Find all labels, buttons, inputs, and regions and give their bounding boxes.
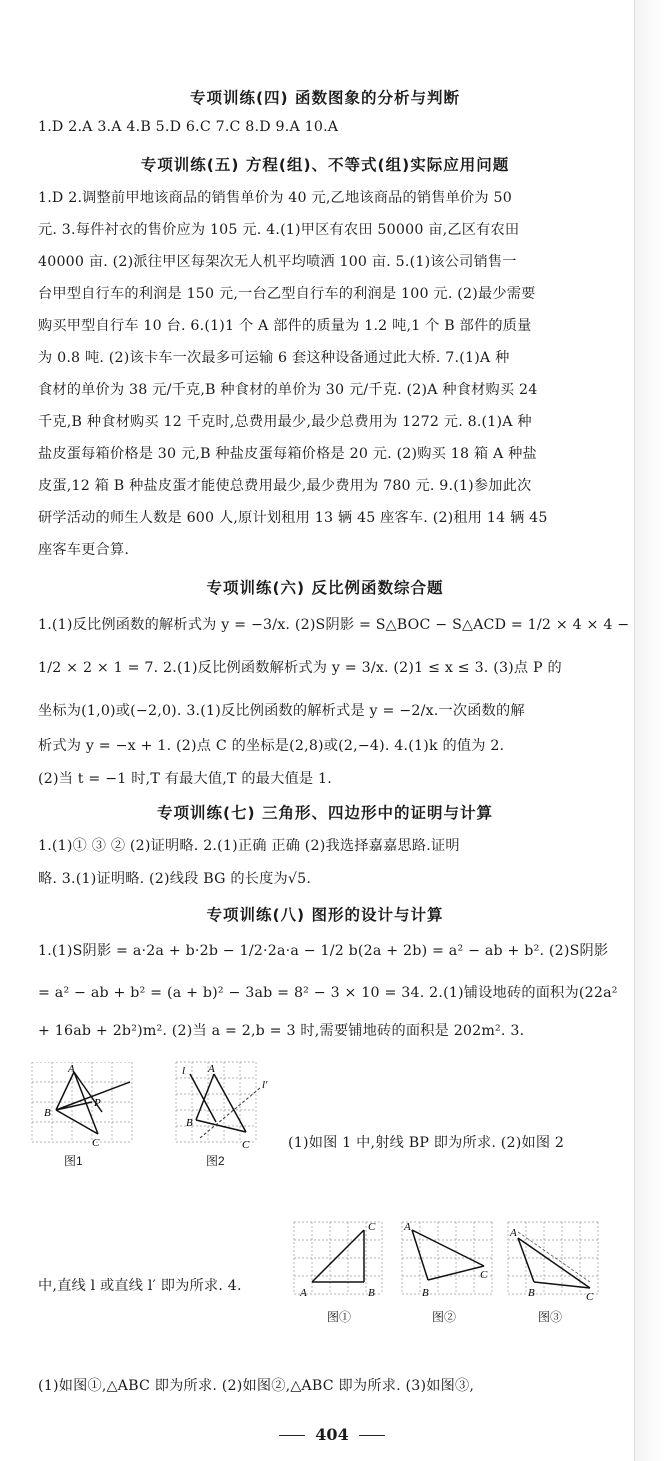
fig2-label-l-prime: l′ (262, 1079, 268, 1091)
fig1-label-p: P (94, 1097, 101, 1109)
answer-line: + 16ab + 2b²)m². (2)当 a = 2,b = 3 时,需要铺地砖的面积是 202m². 3. (38, 1023, 525, 1039)
answer-line: 1.(1)反比例函数的解析式为 y = −3/x. (2)S阴影 = S△BOC − S△ACD = 1/2 × 4 × 4 − (38, 617, 630, 633)
fig1-label-b: B (44, 1107, 51, 1119)
figure-2-diagram (172, 1060, 276, 1152)
section-title-6: 专项训练(六) 反比例函数综合题 (206, 579, 444, 597)
answer-line: 皮蛋,12 箱 B 种盐皮蛋才能使总费用最少,最少费用为 780 元. 9.(1)参加此次 (38, 478, 532, 494)
answer-line: 食材的单价为 38 元/千克,B 种食材的单价为 30 元/千克. (2)A 种食材购买 24 (38, 382, 538, 398)
fig-a-label-b: B (368, 1287, 375, 1299)
answer-line: 中,直线 l 或直线 l′ 即为所求. 4. (38, 1278, 242, 1294)
answer-line: 千克,B 种食材购买 12 千克时,总费用最少,最少总费用为 1272 元. 8.(1)A 种 (38, 414, 532, 430)
adjacent-page-edge (634, 0, 664, 1461)
fig2-label-b: B (186, 1117, 193, 1129)
section-title-7: 专项训练(七) 三角形、四边形中的证明与计算 (156, 804, 494, 822)
section-title-5: 专项训练(五) 方程(组)、不等式(组)实际应用问题 (140, 156, 510, 174)
answer-line: 1.D 2.A 3.A 4.B 5.D 6.C 7.C 8.D 9.A 10.A (38, 119, 339, 135)
fig2-label-a: A (208, 1063, 215, 1075)
fig-c-label-c: C (586, 1291, 594, 1303)
answer-line: 研学活动的师生人数是 600 人,原计划租用 13 辆 45 座客车. (2)租用 14 辆 45 (38, 510, 548, 526)
answer-line: 座客车更合算. (38, 542, 130, 558)
answer-line: 盐皮蛋每箱价格是 30 元,B 种盐皮蛋每箱价格是 20 元. (2)购买 18 箱 A 种盐 (38, 446, 537, 462)
answer-line: 40000 亩. (2)派往甲区每架次无人机平均喷洒 100 亩. 5.(1)该公司销售一 (38, 254, 517, 270)
answer-line: 1.(1)S阴影 = a·2a + b·2b − 1/2·2a·a − 1/2 b(2a + 2b) = a² − ab + b². (2)S阴影 (38, 943, 609, 959)
page-number-dash-left (279, 1435, 305, 1436)
fig-b-label-a: A (404, 1221, 411, 1233)
figure-a-diagram (292, 1220, 388, 1304)
fig-b-label-c: C (480, 1269, 488, 1281)
figure-c-diagram (506, 1218, 600, 1304)
figure-2-caption: 图2 (206, 1154, 225, 1168)
fig-a-label-c: C (368, 1221, 376, 1233)
answer-line: (1)如图①,△ABC 即为所求. (2)如图②,△ABC 即为所求. (3)如图③, (38, 1378, 475, 1394)
page-number-dash-right (359, 1435, 385, 1436)
answer-line: 台甲型自行车的利润是 150 元,一台乙型自行车的利润是 100 元. (2)最少需要 (38, 286, 536, 302)
page-number-row (0, 1425, 664, 1444)
fig1-label-c: C (92, 1137, 100, 1148)
answer-line: 坐标为(1,0)或(−2,0). 3.(1)反比例函数的解析式是 y = −2/x.一次函数的解 (38, 703, 525, 719)
page-number: 404 (315, 1425, 349, 1444)
answer-line: 析式为 y = −x + 1. (2)点 C 的坐标是(2,8)或(2,−4). 4.(1)k 的值为 2. (38, 738, 505, 754)
figure-1-diagram (30, 1062, 142, 1148)
figure-b-caption: 图② (432, 1310, 457, 1324)
answer-line: 1.D 2.调整前甲地该商品的销售单价为 40 元,乙地该商品的销售单价为 50 (38, 190, 512, 206)
answer-line: (1)如图 1 中,射线 BP 即为所求. (2)如图 2 (288, 1135, 565, 1151)
answer-line: 略. 3.(1)证明略. (2)线段 BG 的长度为√5. (38, 871, 312, 887)
answer-line: 元. 3.每件衬衣的售价应为 105 元. 4.(1)甲区有农田 50000 亩,乙区有农田 (38, 222, 520, 238)
figure-1-caption: 图1 (64, 1154, 83, 1168)
fig1-label-a: A (68, 1063, 75, 1075)
fig2-label-l: l (182, 1065, 186, 1077)
fig2-label-c: C (242, 1139, 250, 1151)
figure-b-diagram (398, 1218, 496, 1304)
answer-line: (2)当 t = −1 时,T 有最大值,T 的最大值是 1. (38, 771, 332, 787)
figure-a-caption: 图① (327, 1310, 352, 1324)
fig-c-label-a: A (510, 1227, 517, 1239)
section-title-8: 专项训练(八) 图形的设计与计算 (206, 906, 444, 924)
answer-line: = a² − ab + b² = (a + b)² − 3ab = 8² − 3 × 10 = 34. 2.(1)铺设地砖的面积为(22a² (38, 985, 618, 1001)
answer-line: 1.(1)① ③ ② (2)证明略. 2.(1)正确 正确 (2)我选择嘉嘉思路.证明 (38, 838, 460, 854)
answer-line: 1/2 × 2 × 1 = 7. 2.(1)反比例函数解析式为 y = 3/x. (2)1 ≤ x ≤ 3. (3)点 P 的 (38, 660, 562, 676)
fig-b-label-b: B (422, 1287, 429, 1299)
section-title-4: 专项训练(四) 函数图象的分析与判断 (189, 89, 461, 107)
answer-line: 购买甲型自行车 10 台. 6.(1)1 个 A 部件的质量为 1.2 吨,1 个 B 部件的质量 (38, 318, 532, 334)
figure-c-caption: 图③ (538, 1310, 563, 1324)
fig-c-label-b: B (528, 1287, 535, 1299)
fig-a-label-a: A (300, 1287, 307, 1299)
answer-line: 为 0.8 吨. (2)该卡车一次最多可运输 6 套这种设备通过此大桥. 7.(1)A 种 (38, 350, 510, 366)
